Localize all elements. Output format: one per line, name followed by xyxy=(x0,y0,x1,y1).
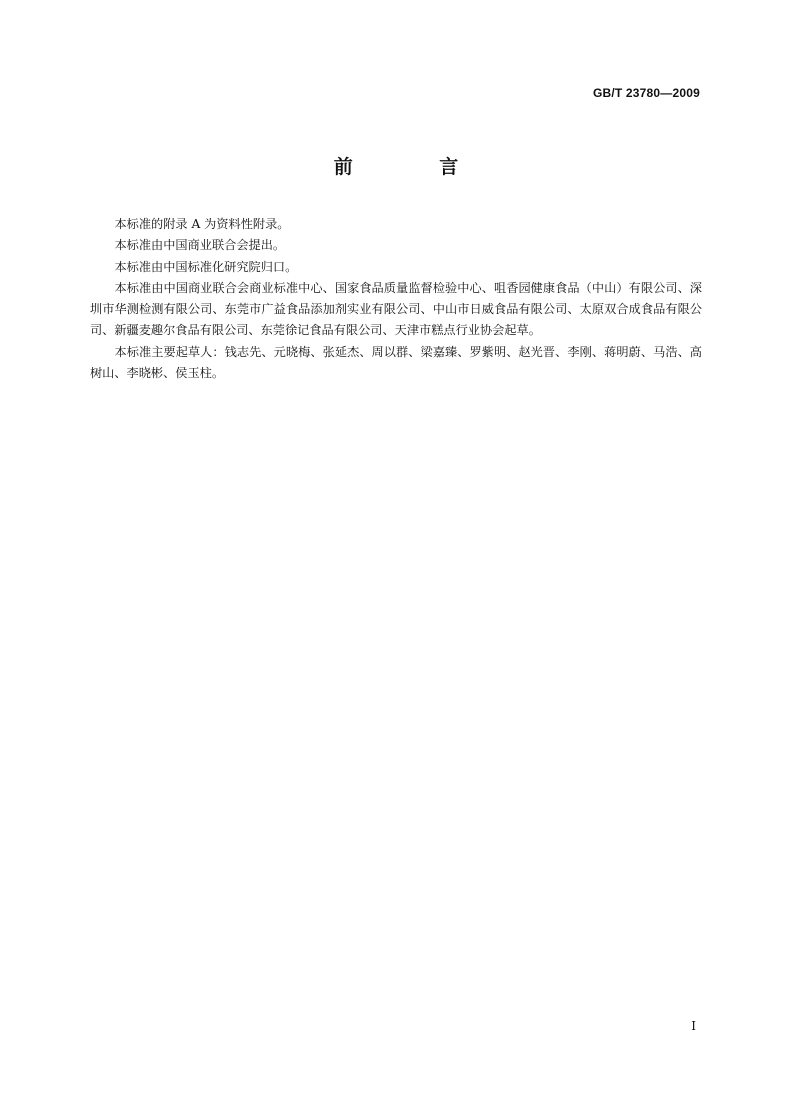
page-number: I xyxy=(691,1019,696,1033)
foreword-body xyxy=(90,214,702,384)
standard-code: GB/T 23780—2009 xyxy=(592,86,700,100)
paragraph-drafting-units: 本标准由中国商业联合会商业标准中心、国家食品质量监督检验中心、咀香园健康食品（中山）有限公司、深圳市华测检测有限公司、东莞市广益食品添加剂实业有限公司、中山市日威食品有限公司、太原双合成食品有限公司、新疆麦趣尔食品有限公司、东莞徐记食品有限公司、天津市糕点行业协会起草。 xyxy=(90,280,702,338)
paragraph-drafters: 本标准主要起草人：钱志先、元晓梅、张延杰、周以群、梁嘉臻、罗紫明、赵光晋、李刚、蒋明蔚、马浩、高树山、李晓彬、侯玉柱。 xyxy=(90,344,702,381)
page-title: 前 言 xyxy=(333,156,499,178)
paragraph-centralizer: 本标准由中国标准化研究院归口。 xyxy=(114,259,298,274)
paragraph-annex: 本标准的附录 A 为资料性附录。 xyxy=(114,217,290,231)
paragraph-proposer: 本标准由中国商业联合会提出。 xyxy=(114,238,286,253)
